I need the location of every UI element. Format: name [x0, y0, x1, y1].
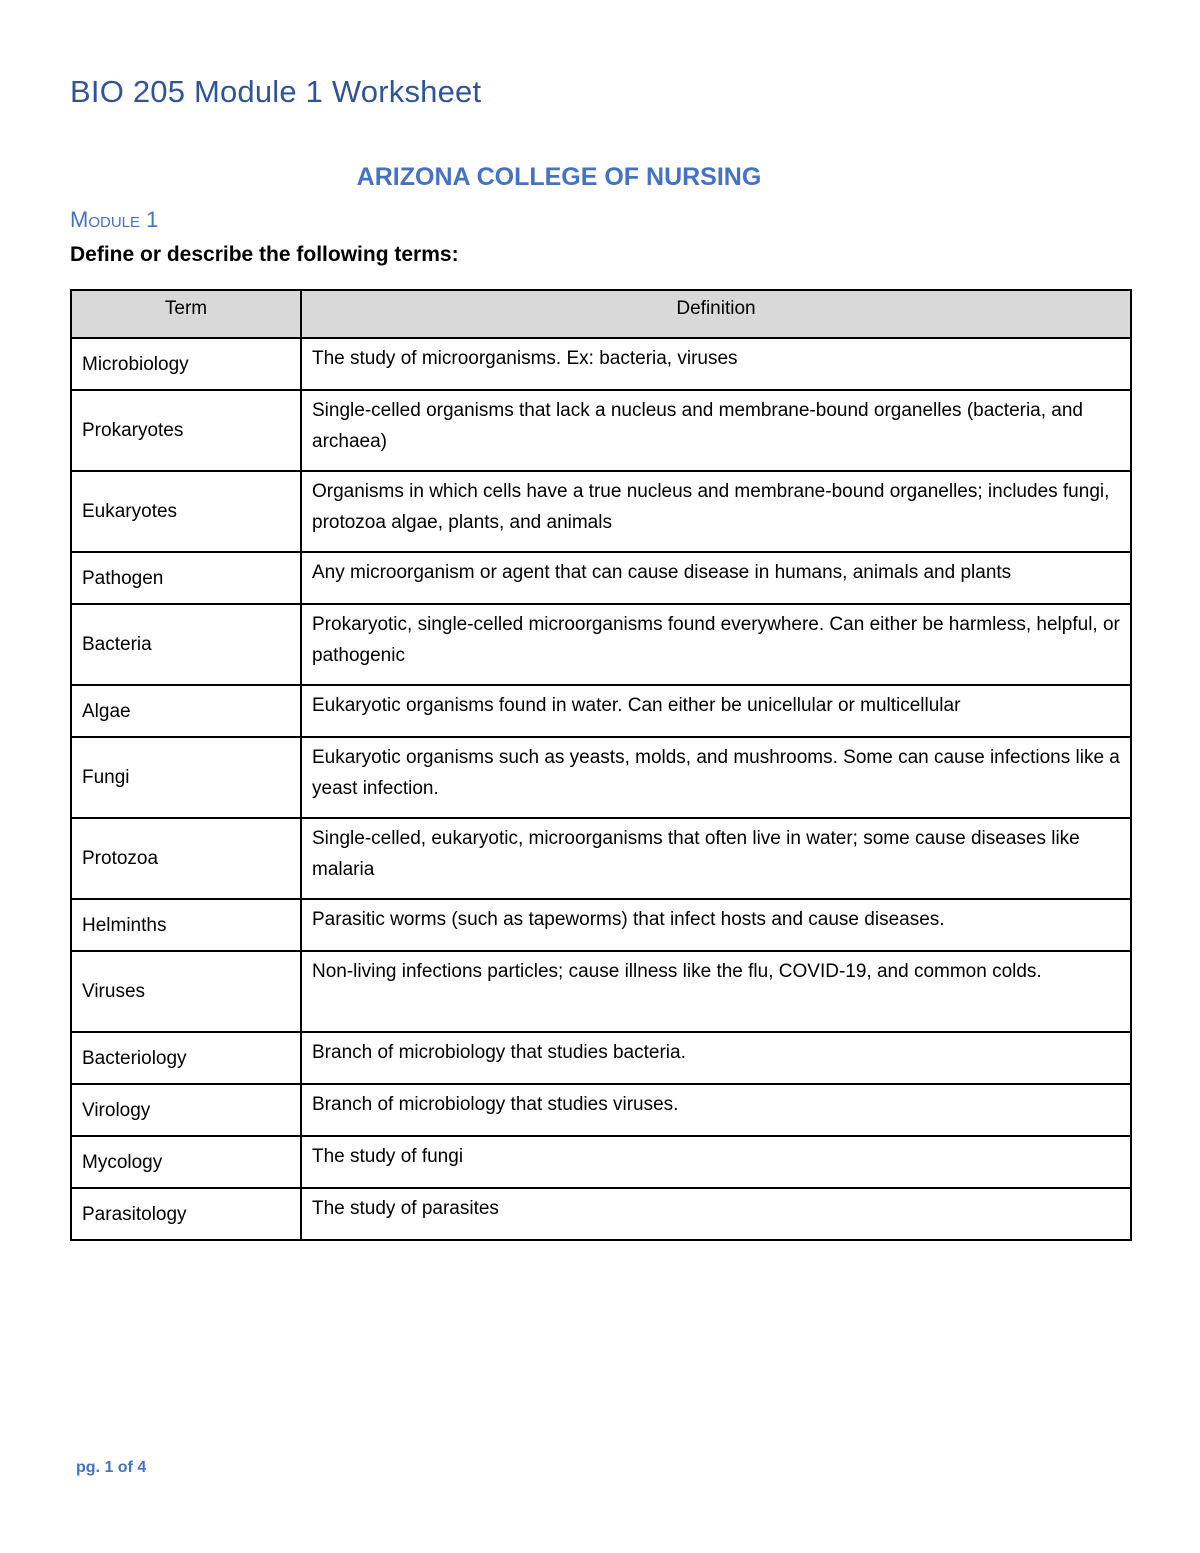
table-row — [71, 1188, 1131, 1240]
table-header-row — [71, 290, 1131, 338]
terms-table — [70, 289, 1132, 1241]
page-number: pg. 1 of 4 — [76, 1459, 147, 1476]
definition-cell: Branch of microbiology that studies viruses. — [301, 1084, 1131, 1136]
definition-cell: Any microorganism or agent that can cause disease in humans, animals and plants — [301, 552, 1131, 604]
term-cell: Protozoa — [71, 818, 301, 899]
definition-cell: The study of fungi — [301, 1136, 1131, 1188]
term-cell: Mycology — [71, 1136, 301, 1188]
definition-cell: The study of parasites — [301, 1188, 1131, 1240]
table-row — [71, 552, 1131, 604]
term-cell: Fungi — [71, 737, 301, 818]
table-row — [71, 951, 1131, 1032]
instruction-text: Define or describe the following terms: — [70, 243, 459, 266]
module-heading: Module 1 — [70, 207, 159, 232]
table-row — [71, 390, 1131, 471]
definition-cell: Prokaryotic, single-celled microorganisms found everywhere. Can either be harmless, helpful, or pathogenic — [301, 604, 1131, 685]
term-cell: Parasitology — [71, 1188, 301, 1240]
table-row — [71, 818, 1131, 899]
definition-cell: The study of microorganisms. Ex: bacteria, viruses — [301, 338, 1131, 390]
table-row — [71, 737, 1131, 818]
definition-cell: Eukaryotic organisms such as yeasts, molds, and mushrooms. Some can cause infections like a yeast infection. — [301, 737, 1131, 818]
term-cell: Bacteriology — [71, 1032, 301, 1084]
table-row — [71, 471, 1131, 552]
term-column-header: Term — [71, 290, 301, 338]
document-title: BIO 205 Module 1 Worksheet — [70, 74, 482, 109]
term-cell: Prokaryotes — [71, 390, 301, 471]
definition-cell: Single-celled, eukaryotic, microorganisms that often live in water; some cause diseases like malaria — [301, 818, 1131, 899]
definition-cell: Eukaryotic organisms found in water. Can either be unicellular or multicellular — [301, 685, 1131, 737]
definition-cell: Non-living infections particles; cause illness like the flu, COVID-19, and common colds. — [301, 951, 1131, 1032]
table-row — [71, 1032, 1131, 1084]
table-row — [71, 604, 1131, 685]
college-heading: ARIZONA COLLEGE OF NURSING — [356, 163, 762, 191]
term-cell: Viruses — [71, 951, 301, 1032]
definition-cell: Single-celled organisms that lack a nucleus and membrane-bound organelles (bacteria, and archaea) — [301, 390, 1131, 471]
term-cell: Microbiology — [71, 338, 301, 390]
table-row — [71, 899, 1131, 951]
definition-column-header: Definition — [301, 290, 1131, 338]
definition-cell: Parasitic worms (such as tapeworms) that infect hosts and cause diseases. — [301, 899, 1131, 951]
table-row — [71, 338, 1131, 390]
term-cell: Bacteria — [71, 604, 301, 685]
term-cell: Algae — [71, 685, 301, 737]
term-cell: Virology — [71, 1084, 301, 1136]
term-cell: Pathogen — [71, 552, 301, 604]
table-row — [71, 685, 1131, 737]
term-cell: Eukaryotes — [71, 471, 301, 552]
table-row — [71, 1136, 1131, 1188]
term-cell: Helminths — [71, 899, 301, 951]
definition-cell: Branch of microbiology that studies bacteria. — [301, 1032, 1131, 1084]
table-row — [71, 1084, 1131, 1136]
definition-cell: Organisms in which cells have a true nucleus and membrane-bound organelles; includes fungi, protozoa algae, plants, and animals — [301, 471, 1131, 552]
